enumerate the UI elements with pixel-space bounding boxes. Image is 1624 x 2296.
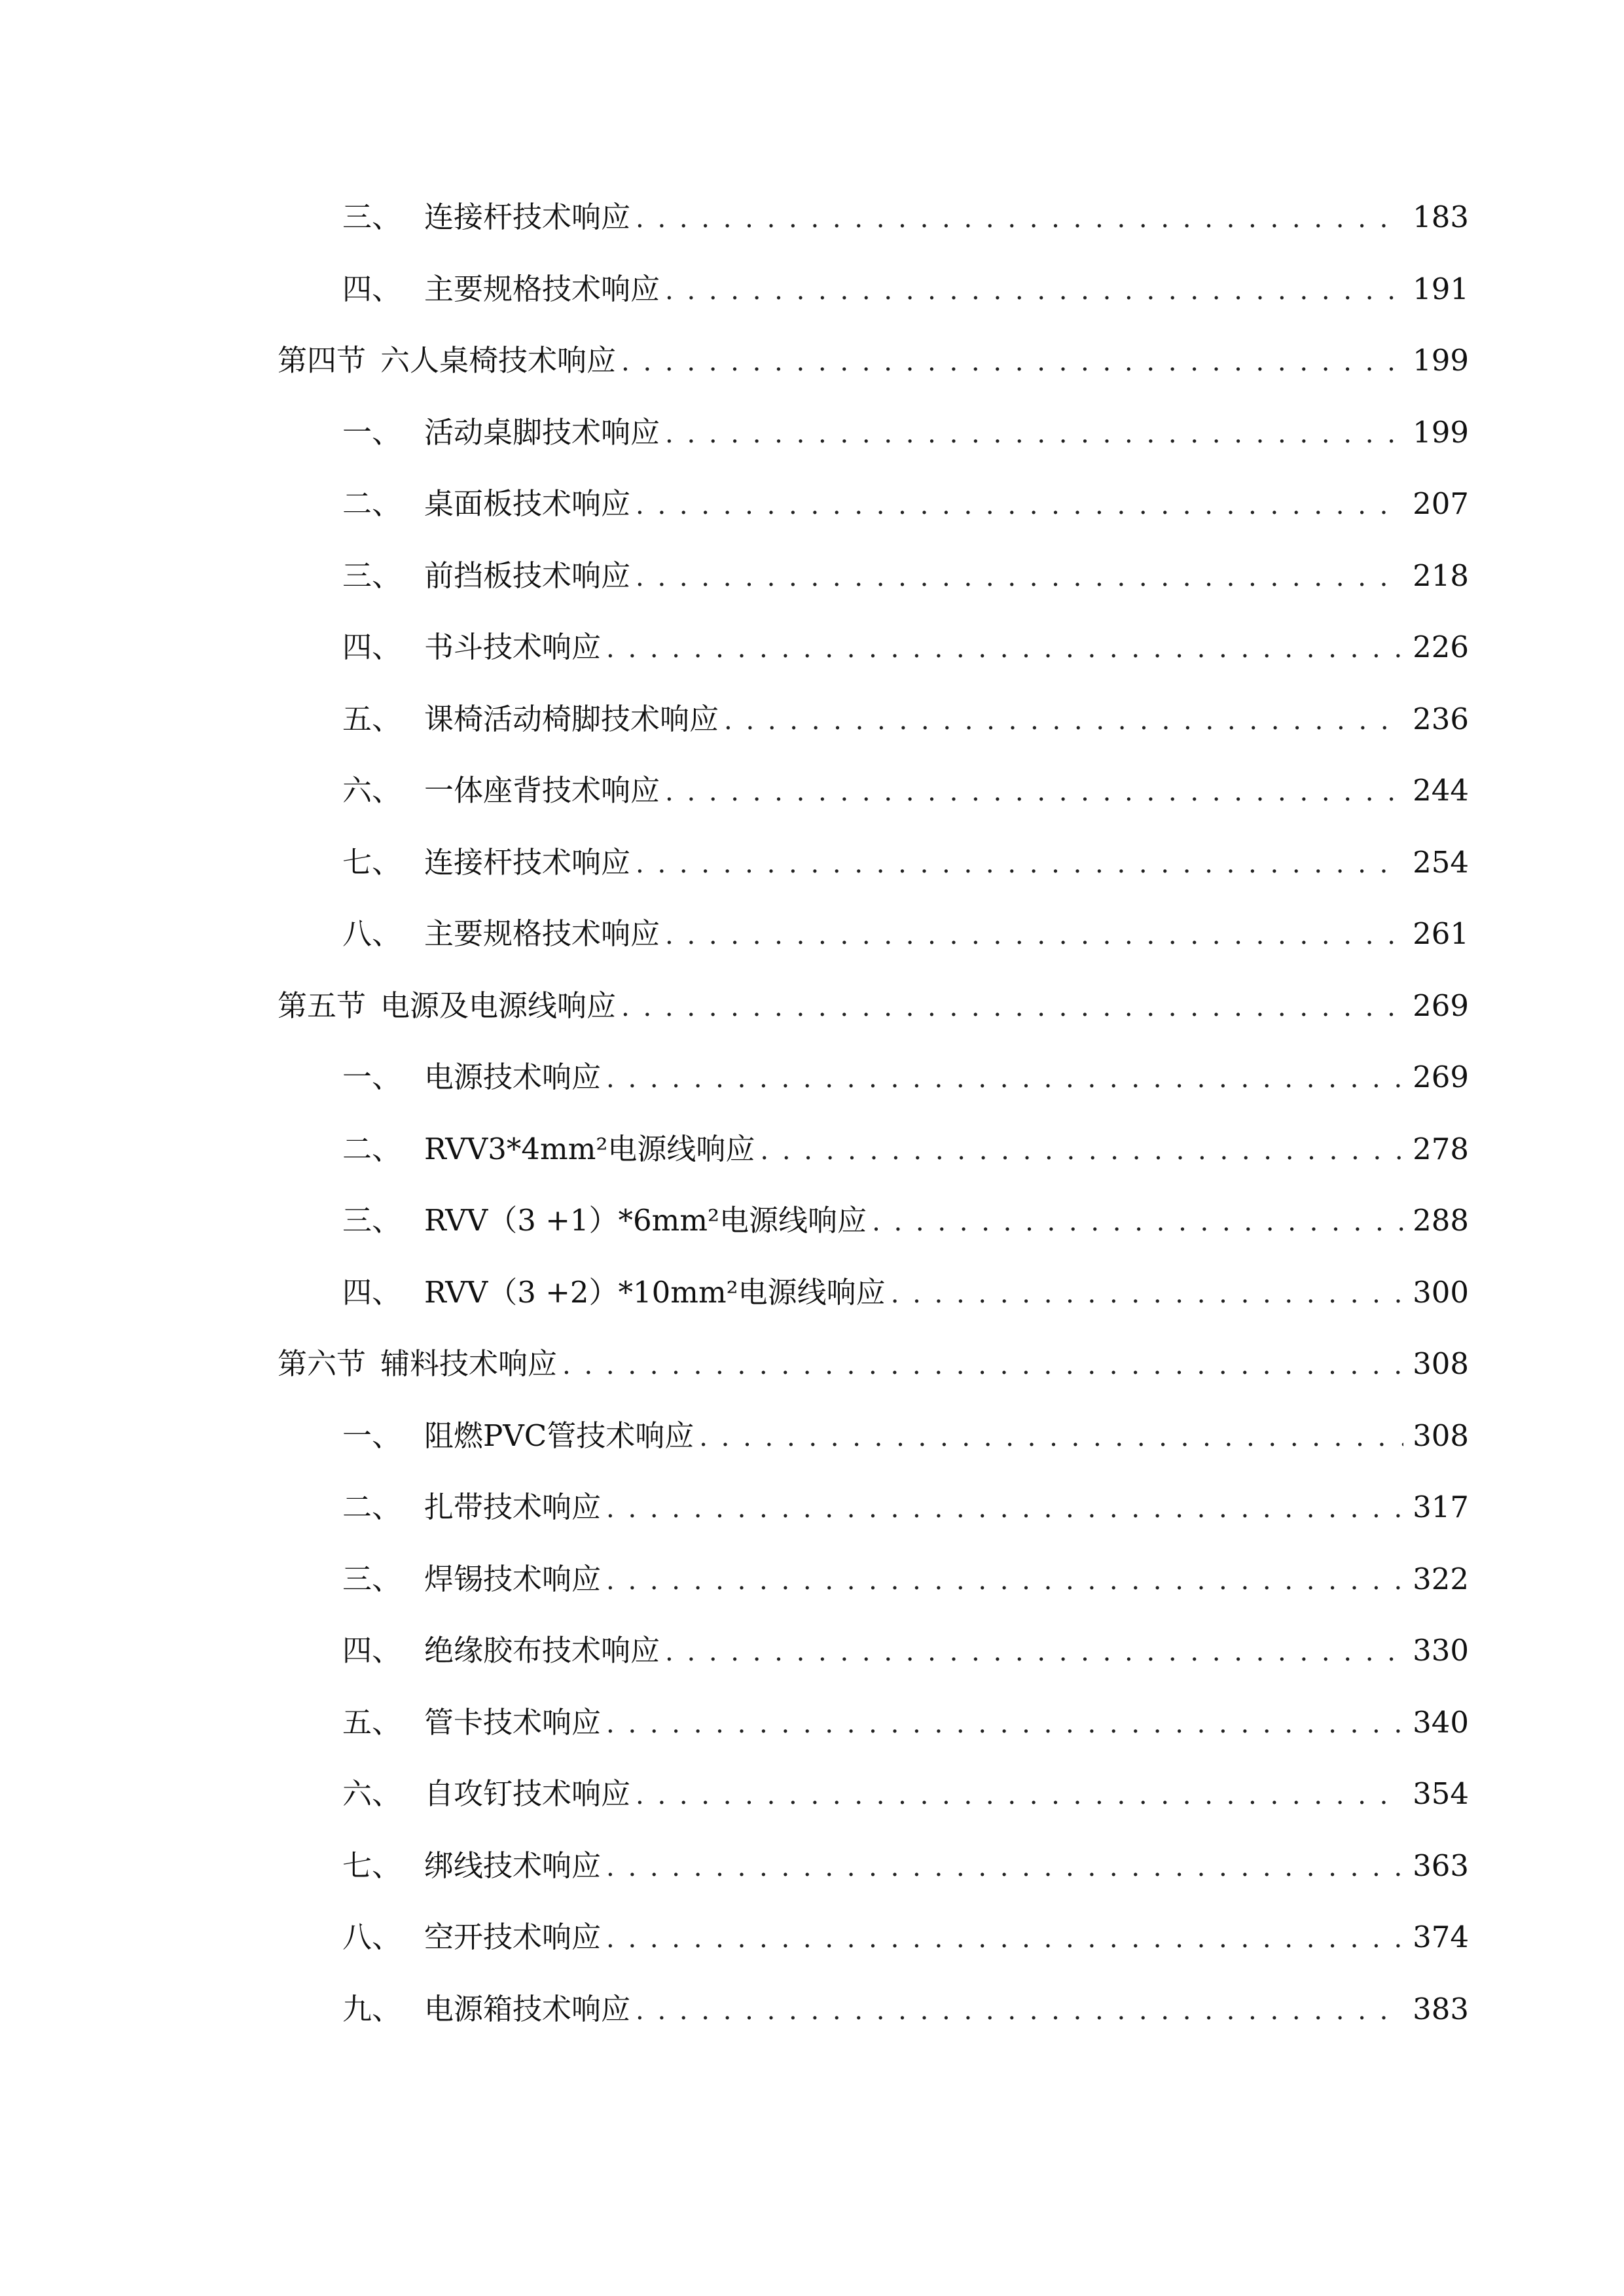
- toc-entry[interactable]: [342, 1911, 1469, 1964]
- toc-entry-title: 焊锡技术响应: [424, 1561, 602, 1596]
- dot-leader: [636, 1984, 1403, 2036]
- toc-entry-title: 连接杆技术响应: [424, 844, 631, 880]
- toc-entry-page-number: 226: [1413, 630, 1469, 664]
- dot-leader: [606, 1554, 1403, 1605]
- toc-entry-title: 电源及电源线响应: [380, 988, 617, 1023]
- toc-entry[interactable]: [342, 478, 1469, 530]
- toc-entry-number: 第六节: [278, 1346, 367, 1381]
- toc-entry-page-number: 354: [1413, 1776, 1469, 1811]
- dot-leader: [636, 479, 1403, 530]
- dot-leader: [621, 336, 1403, 387]
- toc-entry-number: 二、: [342, 1490, 402, 1524]
- dot-leader: [724, 694, 1403, 745]
- toc-entry[interactable]: [342, 1624, 1469, 1677]
- toc-entry[interactable]: [278, 1338, 1469, 1390]
- dot-leader: [606, 1482, 1403, 1534]
- dot-leader: [665, 264, 1403, 315]
- toc-entry-page-number: 308: [1413, 1346, 1469, 1381]
- toc-entry[interactable]: [342, 1481, 1469, 1534]
- toc-entry-number: 四、: [342, 1274, 402, 1310]
- toc-entry[interactable]: [342, 1194, 1469, 1247]
- toc-entry-page-number: 288: [1413, 1203, 1469, 1238]
- toc-entry-number: 四、: [342, 271, 402, 306]
- toc-entry[interactable]: [342, 1840, 1469, 1892]
- toc-entry[interactable]: [342, 1410, 1469, 1462]
- toc-entry-page-number: 244: [1413, 773, 1469, 808]
- toc-entry-number: 七、: [342, 844, 402, 880]
- toc-entry-page-number: 254: [1413, 844, 1469, 880]
- toc-entry-title: 空开技术响应: [424, 1920, 602, 1954]
- toc-entry-number: 三、: [342, 1561, 402, 1596]
- toc-entry-title: 主要规格技术响应: [424, 916, 660, 951]
- toc-entry-title: 管卡技术响应: [424, 1704, 602, 1740]
- toc-entry-title: 辅料技术响应: [380, 1346, 558, 1381]
- dot-leader: [872, 1196, 1403, 1247]
- toc-entry-page-number: 340: [1413, 1704, 1469, 1740]
- toc-entry-number: 五、: [342, 1704, 402, 1740]
- toc-entry-page-number: 300: [1413, 1274, 1469, 1310]
- dot-leader: [665, 909, 1403, 960]
- toc-entry-title: 电源箱技术响应: [424, 1991, 631, 2026]
- toc-entry-title: 自攻钉技术响应: [424, 1776, 631, 1811]
- dot-leader: [760, 1124, 1403, 1175]
- dot-leader: [699, 1411, 1403, 1462]
- dot-leader: [562, 1339, 1403, 1390]
- toc-entry[interactable]: [342, 1123, 1469, 1175]
- toc-entry-page-number: 199: [1413, 343, 1469, 378]
- toc-entry-page-number: 278: [1413, 1131, 1469, 1166]
- toc-entry-number: 三、: [342, 558, 402, 593]
- toc-entry-page-number: 218: [1413, 558, 1469, 593]
- toc-entry[interactable]: [342, 406, 1469, 459]
- toc-entry-page-number: 236: [1413, 701, 1469, 736]
- toc-entry-title: 书斗技术响应: [424, 630, 602, 664]
- dot-leader: [636, 838, 1403, 889]
- toc-entry-title: 电源技术响应: [424, 1060, 602, 1094]
- dot-leader: [665, 766, 1403, 817]
- toc-entry-page-number: 383: [1413, 1991, 1469, 2026]
- dot-leader: [606, 1841, 1403, 1892]
- dot-leader: [636, 551, 1403, 602]
- toc-entry[interactable]: [342, 1553, 1469, 1605]
- toc-entry[interactable]: [342, 1266, 1469, 1319]
- toc-entry-number: 四、: [342, 630, 402, 664]
- toc-entry[interactable]: [342, 836, 1469, 889]
- toc-entry-title: 桌面板技术响应: [424, 486, 631, 521]
- toc-entry-page-number: 269: [1413, 1060, 1469, 1094]
- toc-entry-number: 三、: [342, 200, 402, 234]
- toc-entry-page-number: 207: [1413, 486, 1469, 521]
- toc-entry-title: 课椅活动椅脚技术响应: [424, 701, 719, 736]
- toc-entry-page-number: 317: [1413, 1490, 1469, 1524]
- toc-entry-page-number: 199: [1413, 414, 1469, 450]
- toc-entry-page-number: 330: [1413, 1633, 1469, 1668]
- toc-entry[interactable]: [342, 1768, 1469, 1820]
- dot-leader: [636, 1769, 1403, 1820]
- toc-entry-title: 扎带技术响应: [424, 1490, 602, 1524]
- toc-entry-number: 四、: [342, 1633, 402, 1668]
- toc-entry[interactable]: [278, 980, 1469, 1032]
- toc-entry[interactable]: [342, 1696, 1469, 1749]
- toc-entry-number: 七、: [342, 1848, 402, 1883]
- toc-entry[interactable]: [342, 1983, 1469, 2036]
- toc-entry-title: 主要规格技术响应: [424, 271, 660, 306]
- toc-entry-number: 五、: [342, 701, 402, 736]
- toc-entry-number: 八、: [342, 916, 402, 951]
- toc-entry[interactable]: [342, 908, 1469, 960]
- dot-leader: [665, 408, 1403, 459]
- toc-entry-number: 二、: [342, 1131, 402, 1166]
- toc-entry[interactable]: [342, 263, 1469, 315]
- toc-entry-title: 一体座背技术响应: [424, 773, 660, 808]
- toc-entry[interactable]: [278, 334, 1469, 387]
- toc-entry-number: 二、: [342, 486, 402, 521]
- toc-entry-number: 九、: [342, 1991, 402, 2026]
- toc-entry[interactable]: [342, 550, 1469, 602]
- toc-entry-title: RVV3*4mm²电源线响应: [424, 1131, 755, 1166]
- toc-entry-number: 八、: [342, 1920, 402, 1954]
- dot-leader: [665, 1626, 1403, 1677]
- toc-entry-page-number: 261: [1413, 916, 1469, 951]
- toc-entry[interactable]: [342, 1051, 1469, 1103]
- toc-entry-page-number: 322: [1413, 1561, 1469, 1596]
- dot-leader: [606, 1912, 1403, 1964]
- toc-entry-page-number: 374: [1413, 1920, 1469, 1954]
- dot-leader: [606, 622, 1403, 673]
- toc-entry-title: RVV（3 +1）*6mm²电源线响应: [424, 1203, 867, 1238]
- dot-leader: [636, 192, 1403, 243]
- toc-entry-title: RVV（3 +2）*10mm²电源线响应: [424, 1274, 886, 1310]
- toc-entry-number: 第四节: [278, 343, 367, 378]
- toc-entry-title: 阻燃PVC管技术响应: [424, 1418, 695, 1453]
- toc-entry-title: 绑线技术响应: [424, 1848, 602, 1883]
- toc-entry-number: 一、: [342, 1060, 402, 1094]
- toc-entry-page-number: 269: [1413, 988, 1469, 1023]
- dot-leader: [621, 981, 1403, 1032]
- toc-entry[interactable]: [342, 764, 1469, 817]
- toc-entry[interactable]: [342, 693, 1469, 745]
- toc-entry-number: 三、: [342, 1203, 402, 1238]
- toc-entry-number: 一、: [342, 1418, 402, 1453]
- toc-entry-title: 活动桌脚技术响应: [424, 414, 660, 450]
- toc-entry-page-number: 308: [1413, 1418, 1469, 1453]
- toc-entry-page-number: 183: [1413, 200, 1469, 234]
- toc-entry-number: 一、: [342, 414, 402, 450]
- toc-entry-title: 绝缘胶布技术响应: [424, 1633, 660, 1668]
- toc-entry-title: 六人桌椅技术响应: [380, 343, 617, 378]
- toc-entry-number: 第五节: [278, 988, 367, 1023]
- toc-entry-number: 六、: [342, 773, 402, 808]
- toc-entry-title: 前挡板技术响应: [424, 558, 631, 593]
- toc-entry[interactable]: [342, 191, 1469, 243]
- toc-entry-number: 六、: [342, 1776, 402, 1811]
- toc-entry-page-number: 363: [1413, 1848, 1469, 1883]
- toc-entry[interactable]: [342, 621, 1469, 673]
- dot-leader: [606, 1698, 1403, 1749]
- dot-leader: [606, 1052, 1403, 1103]
- dot-leader: [891, 1268, 1403, 1319]
- toc-entry-page-number: 191: [1413, 271, 1469, 306]
- toc-entry-title: 连接杆技术响应: [424, 200, 631, 234]
